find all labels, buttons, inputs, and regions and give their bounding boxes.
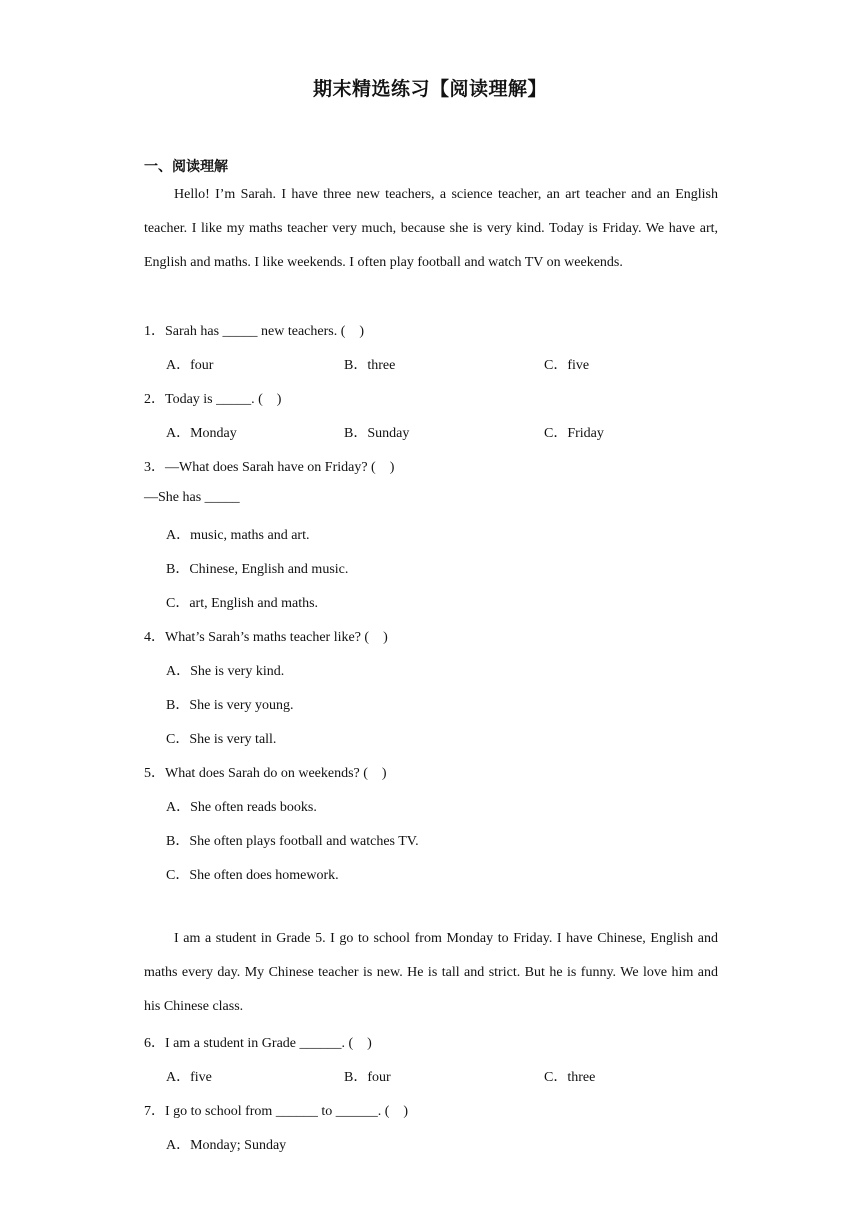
question-5-option-b: B．She often plays football and watches TV. bbox=[166, 834, 419, 849]
question-4-option-b: B．She is very young. bbox=[166, 698, 294, 713]
question-7-option-a: A．Monday; Sunday bbox=[166, 1138, 287, 1153]
question-3-option-b: B．Chinese, English and music. bbox=[166, 562, 349, 577]
reading-passage-1: Hello! I’m Sarah. I have three new teachers, a science teacher, an art teacher and an English teacher. I like my maths teacher very much, because she is very kind. Today is Friday. We have art, English and maths. I like weekends. I often play football and watch TV on weekends. bbox=[144, 187, 718, 270]
section-heading: 一、阅读理解 bbox=[144, 159, 228, 175]
question-3-stem: 3．—What does Sarah have on Friday? ( ) bbox=[144, 460, 395, 475]
question-7-stem: 7．I go to school from ______ to ______. ( ) bbox=[144, 1104, 409, 1119]
question-1-option-b: B．three bbox=[344, 358, 396, 373]
question-2-option-c: C．Friday bbox=[544, 426, 604, 441]
question-5-option-a: A．She often reads books. bbox=[166, 800, 317, 815]
document-title: 期末精选练习【阅读理解】 bbox=[312, 78, 547, 100]
question-5-option-c: C．She often does homework. bbox=[166, 868, 339, 883]
question-2-option-b: B．Sunday bbox=[344, 426, 410, 441]
question-6-option-b: B．four bbox=[344, 1070, 391, 1085]
question-1-stem: 1．Sarah has _____ new teachers. ( ) bbox=[144, 324, 365, 339]
question-5-stem: 5．What does Sarah do on weekends? ( ) bbox=[144, 766, 387, 781]
question-6-option-a: A．five bbox=[166, 1070, 212, 1085]
question-4-option-c: C．She is very tall. bbox=[166, 732, 277, 747]
question-6-stem: 6．I am a student in Grade ______. ( ) bbox=[144, 1036, 372, 1051]
question-6-option-c: C．three bbox=[544, 1070, 596, 1085]
question-4-option-a: A．She is very kind. bbox=[166, 664, 285, 679]
question-2-option-a: A．Monday bbox=[166, 426, 237, 441]
question-4-stem: 4．What’s Sarah’s maths teacher like? ( ) bbox=[144, 630, 388, 645]
question-3-option-c: C．art, English and maths. bbox=[166, 596, 319, 611]
reading-passage-2: I am a student in Grade 5. I go to school from Monday to Friday. I have Chinese, English and maths every day. My Chinese teacher is new. He is tall and strict. But he is funny. We love him and his Chinese class. bbox=[144, 931, 718, 1014]
question-1-option-a: A．four bbox=[166, 358, 214, 373]
question-1-option-c: C．five bbox=[544, 358, 590, 373]
question-3-stem-continued: —She has _____ bbox=[144, 490, 240, 505]
question-2-stem: 2．Today is _____. ( ) bbox=[144, 392, 282, 407]
question-3-option-a: A．music, maths and art. bbox=[166, 528, 310, 543]
